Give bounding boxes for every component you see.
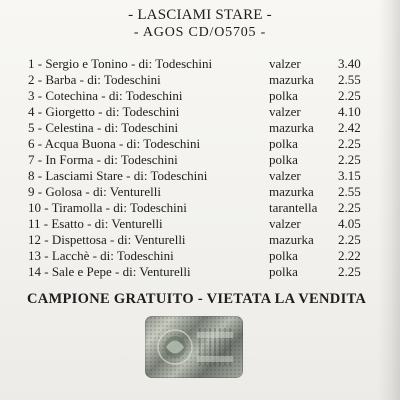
track-row — [28, 248, 373, 264]
track-duration: 2.42 — [338, 120, 361, 135]
track-duration: 2.55 — [338, 184, 361, 199]
track-row — [28, 104, 373, 120]
header — [0, 6, 400, 42]
track-title: 5 - Celestina - di: Todeschini — [28, 120, 179, 135]
track-row — [28, 152, 373, 168]
album-title: - LASCIAMI STARE - — [128, 7, 272, 23]
track-list — [28, 56, 373, 280]
hologram-seal-icon — [145, 316, 243, 378]
track-title: 4 - Giorgetto - di: Todeschini — [28, 104, 180, 119]
track-row — [28, 184, 373, 200]
track-duration: 2.25 — [338, 88, 361, 103]
track-title: 14 - Sale e Pepe - di: Venturelli — [28, 264, 191, 279]
track-title: 1 - Sergio e Tonino - di: Todeschini — [28, 56, 213, 71]
track-row — [28, 120, 373, 136]
track-title: 9 - Golosa - di: Venturelli — [28, 184, 161, 199]
track-duration: 2.25 — [338, 200, 361, 215]
track-row — [28, 232, 373, 248]
track-title: 7 - In Forma - di: Todeschini — [28, 152, 178, 167]
track-duration: 3.15 — [338, 168, 361, 183]
track-row — [28, 56, 373, 72]
track-duration: 2.25 — [338, 264, 361, 279]
track-duration: 2.22 — [338, 248, 361, 263]
track-duration: 2.55 — [338, 72, 361, 87]
track-duration: 2.25 — [338, 232, 361, 247]
track-duration: 4.10 — [338, 104, 361, 119]
track-row — [28, 216, 373, 232]
catalog-number: - AGOS CD/O5705 - — [133, 25, 267, 40]
track-duration: 3.40 — [338, 56, 361, 71]
track-title: 13 - Lacchè - di: Todeschini — [28, 248, 174, 263]
track-duration: 4.05 — [338, 216, 361, 231]
track-genre: valzer — [269, 168, 301, 183]
track-row — [28, 136, 373, 152]
track-row — [28, 264, 373, 280]
track-row — [28, 72, 373, 88]
track-genre: mazurka — [269, 72, 314, 87]
hologram-pattern — [145, 316, 243, 378]
track-title: 11 - Esatto - di: Venturelli — [28, 216, 163, 231]
track-genre: polka — [269, 136, 298, 151]
track-genre: valzer — [269, 104, 301, 119]
track-genre: mazurka — [269, 232, 314, 247]
track-duration: 2.25 — [338, 152, 361, 167]
track-title: 6 - Acqua Buona - di: Todeschini — [28, 136, 201, 151]
track-genre: mazurka — [269, 120, 314, 135]
free-sample-notice: CAMPIONE GRATUITO - VIETATA LA VENDITA — [27, 291, 367, 307]
track-row — [28, 168, 373, 184]
page-shadow — [378, 0, 400, 400]
track-genre: valzer — [269, 216, 301, 231]
track-genre: valzer — [269, 56, 301, 71]
track-title: 3 - Cotechina - di: Todeschini — [28, 88, 183, 103]
track-title: 12 - Dispettosa - di: Venturelli — [28, 232, 186, 247]
track-genre: polka — [269, 88, 298, 103]
track-row — [28, 200, 373, 216]
track-duration: 2.25 — [338, 136, 361, 151]
track-title: 10 - Tiramolla - di: Todeschini — [28, 200, 187, 215]
track-genre: mazurka — [269, 184, 314, 199]
track-genre: polka — [269, 248, 298, 263]
track-row — [28, 88, 373, 104]
track-genre: polka — [269, 264, 298, 279]
track-genre: tarantella — [269, 200, 318, 215]
track-title: 2 - Barba - di: Todeschini — [28, 72, 161, 87]
track-genre: polka — [269, 152, 298, 167]
track-title: 8 - Lasciami Stare - di: Todeschini — [28, 168, 208, 183]
